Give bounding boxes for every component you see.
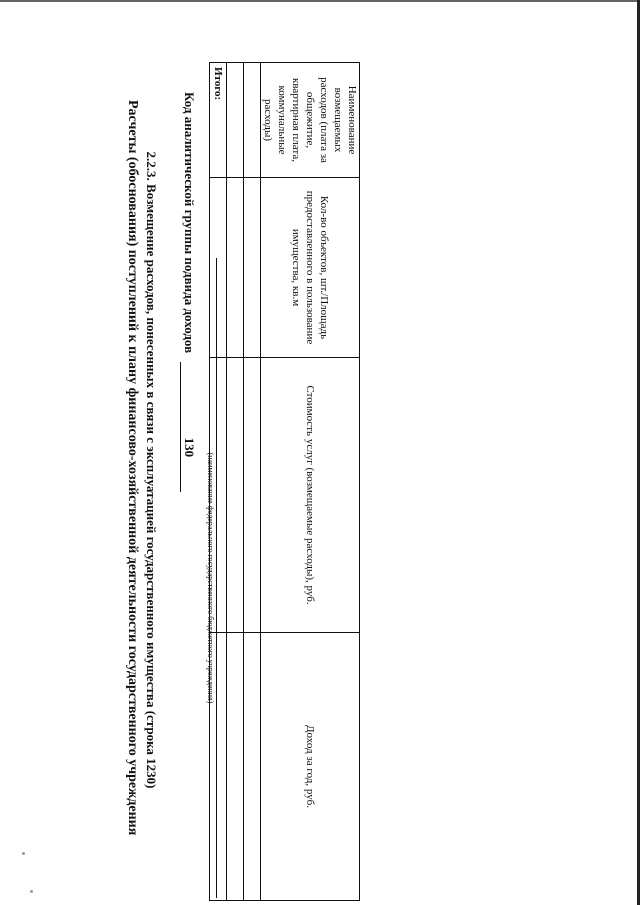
table-cell <box>244 633 261 901</box>
table-header-row <box>261 63 360 901</box>
table-cell <box>244 178 261 358</box>
table-cell <box>227 358 244 633</box>
table-cell <box>227 63 244 178</box>
code-label: Код аналитической группы подвида доходов <box>182 92 197 354</box>
document-title: Расчеты (обоснования) поступлений к плану финансово-хозяйственной деятельности государственного учреждения <box>125 100 140 836</box>
table-cell <box>244 358 261 633</box>
header-service-cost: Стоимость услуг (возмещаемые расходы), руб. <box>261 358 360 633</box>
code-value: 130 <box>182 437 197 458</box>
table-cell <box>227 633 244 901</box>
table-cell <box>210 178 227 358</box>
table-cell <box>244 63 261 178</box>
code-value-field <box>180 362 197 492</box>
table-total-row <box>210 63 227 901</box>
code-line <box>180 92 197 492</box>
table-cell <box>210 633 227 901</box>
table-row <box>227 63 244 901</box>
table-row <box>244 63 261 901</box>
table-cell <box>227 178 244 358</box>
header-expense-name: Наименование возмещаемых расходов (плата за общежитие, квартирная плата, коммунальные расходы) <box>261 63 360 178</box>
total-label: Итого: <box>210 63 227 178</box>
table-cell <box>210 358 227 633</box>
header-object-count: Кол-во объектов, шт./Площадь предоставленного в пользование имущества, кв.м <box>261 178 360 358</box>
header-annual-income: Доход за год, руб. <box>261 633 360 901</box>
revenue-table <box>209 62 360 901</box>
org-name-caption: (наименование федерального государственного бюджетного учреждения) <box>206 452 215 704</box>
section-subtitle: 2.2.3. Возмещение расходов, понесенных в связи с эксплуатацией государственного имущества (строка 1230) <box>144 151 159 789</box>
